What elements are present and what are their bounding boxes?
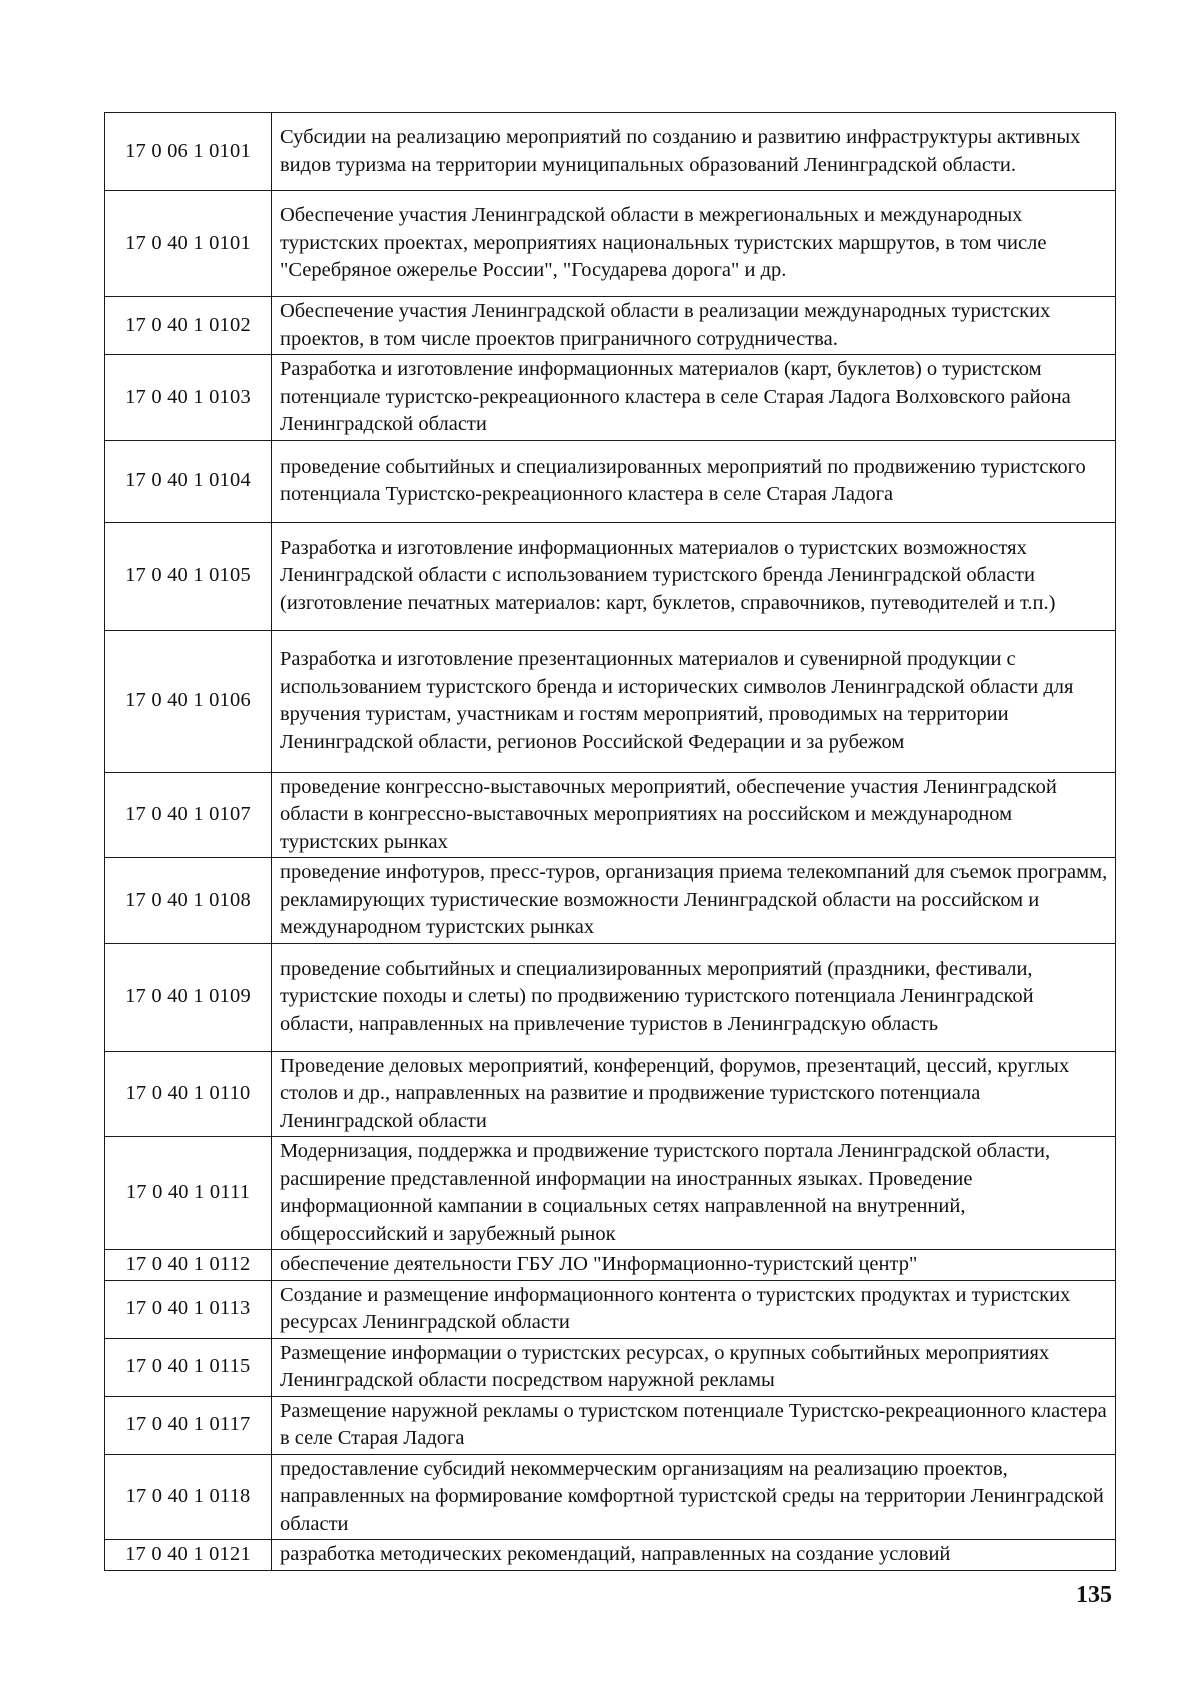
row-description: Субсидии на реализацию мероприятий по созданию и развитию инфраструктуры активных видов туризма на территории муниципальных образований Ленинградской области. (272, 113, 1116, 191)
row-code: 17 0 40 1 0121 (105, 1540, 272, 1571)
table-row (105, 943, 1116, 1051)
table-row (105, 1338, 1116, 1396)
row-description: проведение событийных и специализированных мероприятий по продвижению туристского потенциала Туристско-рекреационного кластера в селе Старая Ладога (272, 440, 1116, 522)
row-code: 17 0 40 1 0117 (105, 1396, 272, 1454)
row-description: Модернизация, поддержка и продвижение туристского портала Ленинградской области, расширение представленной информации на иностранных языках. Проведение информационной кампании в социальных сетях направленной на внутренний, общероссийский и зарубежный рынок (272, 1137, 1116, 1250)
row-description: проведение конгрессно-выставочных мероприятий, обеспечение участия Ленинградской области в конгрессно-выставочных мероприятиях на российском и международном туристских рынках (272, 772, 1116, 858)
row-description: проведение событийных и специализированных мероприятий (праздники, фестивали, туристские походы и слеты) по продвижению туристского потенциала Ленинградской области, направленных на привлечение туристов в Ленинградскую область (272, 943, 1116, 1051)
row-code: 17 0 40 1 0111 (105, 1137, 272, 1250)
table-row (105, 1280, 1116, 1338)
row-description: Разработка и изготовление презентационных материалов и сувенирной продукции с использованием туристского бренда и исторических символов Ленинградской области для вручения туристам, участникам и гостям мероприятий, проводимых на территории Ленинградской области, регионов Российской Федерации и за рубежом (272, 630, 1116, 772)
row-code: 17 0 40 1 0107 (105, 772, 272, 858)
row-description: Обеспечение участия Ленинградской области в межрегиональных и международных туристских проектах, мероприятиях национальных туристских маршрутов, в том числе "Серебряное ожерелье России", "Государева дорога" и др. (272, 191, 1116, 297)
row-description: разработка методических рекомендаций, направленных на создание условий (272, 1540, 1116, 1571)
table-row (105, 1454, 1116, 1540)
table-row (105, 522, 1116, 630)
row-code: 17 0 40 1 0112 (105, 1250, 272, 1281)
row-description: Разработка и изготовление информационных материалов о туристских возможностях Ленинградской области с использованием туристского бренда Ленинградской области (изготовление печатных материалов: карт, буклетов, справочников, путеводителей и т.п.) (272, 522, 1116, 630)
table-row (105, 440, 1116, 522)
table-row (105, 191, 1116, 297)
row-code: 17 0 40 1 0102 (105, 297, 272, 355)
row-code: 17 0 40 1 0103 (105, 355, 272, 441)
row-code: 17 0 40 1 0106 (105, 630, 272, 772)
table-row (105, 297, 1116, 355)
row-description: Размещение наружной рекламы о туристском потенциале Туристско-рекреационного кластера в селе Старая Ладога (272, 1396, 1116, 1454)
table-row (105, 1540, 1116, 1571)
table-body (105, 113, 1116, 1571)
table-row (105, 1051, 1116, 1137)
row-description: Обеспечение участия Ленинградской области в реализации международных туристских проектов, в том числе проектов приграничного сотрудничества. (272, 297, 1116, 355)
row-code: 17 0 40 1 0104 (105, 440, 272, 522)
row-code: 17 0 40 1 0101 (105, 191, 272, 297)
table-row (105, 630, 1116, 772)
row-code: 17 0 40 1 0109 (105, 943, 272, 1051)
table-row (105, 858, 1116, 944)
row-description: Размещение информации о туристских ресурсах, о крупных событийных мероприятиях Ленинградской области посредством наружной рекламы (272, 1338, 1116, 1396)
row-code: 17 0 40 1 0115 (105, 1338, 272, 1396)
row-description: предоставление субсидий некоммерческим организациям на реализацию проектов, направленных на формирование комфортной туристской среды на территории Ленинградской области (272, 1454, 1116, 1540)
row-description: проведение инфотуров, пресс-туров, организация приема телекомпаний для съемок программ, рекламирующих туристические возможности Ленинградской области на российском и международном туристских рынках (272, 858, 1116, 944)
budget-codes-table (104, 112, 1116, 1571)
row-description: Проведение деловых мероприятий, конференций, форумов, презентаций, цессий, круглых столов и др., направленных на развитие и продвижение туристского потенциала Ленинградской области (272, 1051, 1116, 1137)
table-row (105, 772, 1116, 858)
row-code: 17 0 40 1 0108 (105, 858, 272, 944)
row-code: 17 0 40 1 0105 (105, 522, 272, 630)
table-row (105, 1396, 1116, 1454)
row-code: 17 0 06 1 0101 (105, 113, 272, 191)
page-number: 135 (1076, 1582, 1112, 1608)
row-code: 17 0 40 1 0118 (105, 1454, 272, 1540)
row-code: 17 0 40 1 0113 (105, 1280, 272, 1338)
table-row (105, 1250, 1116, 1281)
table-row (105, 1137, 1116, 1250)
row-description: Разработка и изготовление информационных материалов (карт, буклетов) о туристском потенциале туристско-рекреационного кластера в селе Старая Ладога Волховского района Ленинградской области (272, 355, 1116, 441)
row-code: 17 0 40 1 0110 (105, 1051, 272, 1137)
row-description: обеспечение деятельности ГБУ ЛО "Информационно-туристский центр" (272, 1250, 1116, 1281)
row-description: Создание и размещение информационного контента о туристских продуктах и туристских ресурсах Ленинградской области (272, 1280, 1116, 1338)
table-row (105, 113, 1116, 191)
table-row (105, 355, 1116, 441)
